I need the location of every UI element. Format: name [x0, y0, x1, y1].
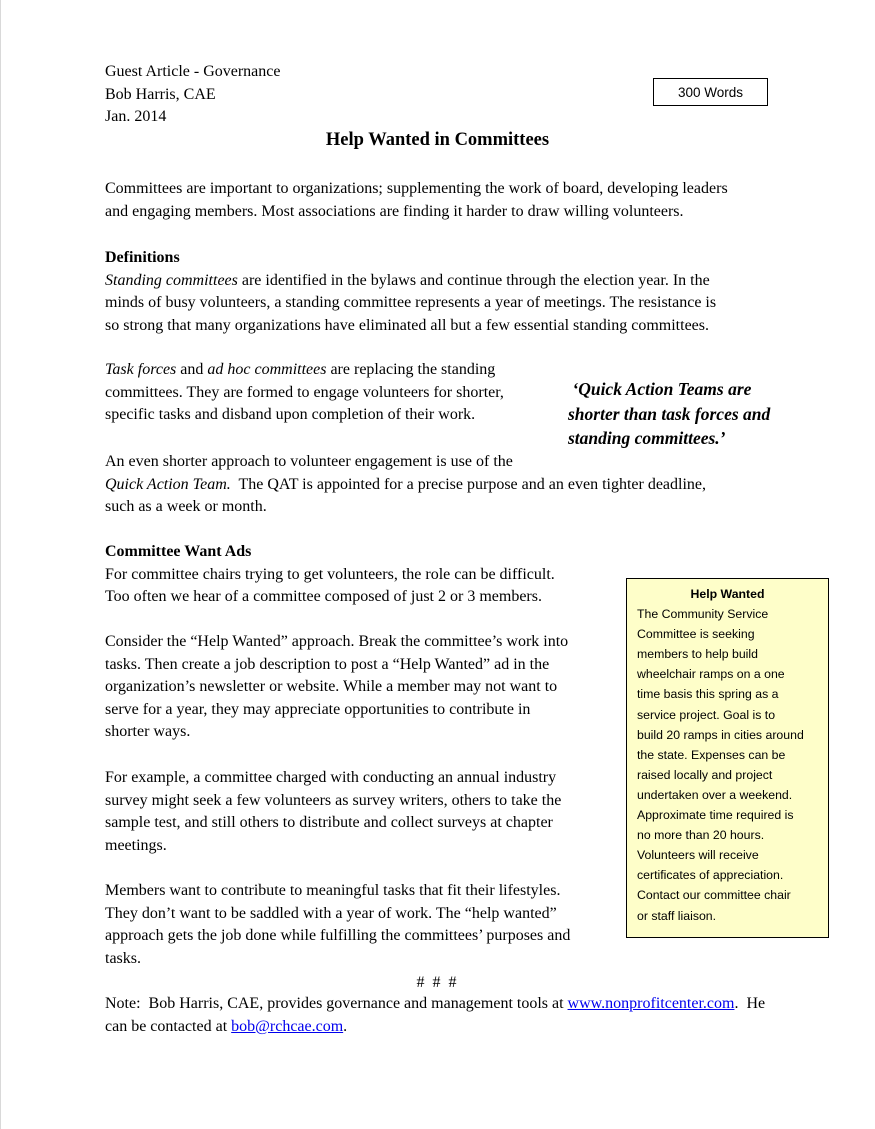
members-line-2: They don’t want to be saddled with a year of work. The “help wanted” — [105, 904, 557, 922]
task-forces-paragraph — [105, 358, 504, 426]
task-and: and — [176, 361, 208, 378]
ad-line: build 20 ramps in cities around — [637, 727, 804, 742]
pull-quote-line-3: standing committees.’ — [568, 428, 726, 448]
author-name: Bob Harris, CAE — [105, 85, 216, 103]
definitions-section — [105, 246, 716, 336]
standing-term: Standing committees — [105, 271, 238, 289]
end-mark: # # # — [416, 974, 459, 991]
example-line-4: meetings. — [105, 836, 167, 854]
note-text-suffix: . He — [734, 995, 766, 1012]
ad-line: no more than 20 hours. — [637, 828, 765, 843]
qat-term: Quick Action Team. — [105, 475, 231, 493]
want-ads-heading: Committee Want Ads — [105, 543, 252, 560]
word-count: 300 Words — [677, 84, 744, 100]
task-line-3: specific tasks and disband upon completion of their work. — [105, 406, 476, 423]
approach-line-3: organization’s newsletter or website. While a member may not want to — [105, 678, 558, 695]
ad-line: time basis this spring as a — [637, 687, 779, 702]
standing-line-1 — [105, 269, 716, 292]
ad-box-title: Help Wanted — [690, 587, 765, 601]
qat-text: The QAT is appointed for a precise purpose and an even tighter deadline, — [230, 475, 707, 493]
task-line-1 — [105, 358, 504, 381]
qat-line-1: An even shorter approach to volunteer engagement is use of the — [105, 453, 513, 470]
ad-line: Volunteers will receive — [637, 848, 759, 863]
note-text: Note: Bob Harris, CAE, provides governance and management tools at — [105, 995, 568, 1012]
adhoc-term: ad hoc committees — [207, 361, 327, 378]
members-line-3: approach gets the job done while fulfilling the committees’ purposes and — [105, 927, 571, 944]
intro-line-2: and engaging members. Most associations are finding it harder to draw willing volunteers. — [105, 202, 684, 220]
ad-line: Committee is seeking — [637, 627, 755, 642]
word-count-box — [653, 78, 768, 106]
standing-text: are identified in the bylaws and continue through the election year. In the — [237, 271, 710, 289]
example-line-3: sample test, and still others to distribute and collect surveys at chapter — [105, 814, 553, 831]
standing-line-3: so strong that many organizations have eliminated all but a few essential standing committees. — [105, 316, 709, 334]
intro-paragraph — [105, 177, 728, 222]
qat-paragraph — [105, 450, 706, 518]
qat-line-2 — [105, 473, 706, 496]
example-line-2: survey might seek a few volunteers as survey writers, others to take the — [105, 791, 562, 809]
pull-quote-line-1: ‘Quick Action Teams are — [568, 379, 752, 399]
note-line-2 — [105, 1015, 765, 1038]
ad-line: the state. Expenses can be — [637, 747, 786, 762]
ad-line: undertaken over a weekend. — [637, 787, 793, 802]
author-note — [105, 992, 765, 1037]
want-ads-p1-line-1: For committee chairs trying to get volunteers, the role can be difficult. — [105, 565, 555, 583]
ad-line: certificates of appreciation. — [637, 868, 784, 883]
ad-line: raised locally and project — [637, 767, 773, 782]
approach-line-4: serve for a year, they may appreciate opportunities to contribute in — [105, 700, 531, 718]
help-wanted-approach-paragraph — [105, 630, 568, 743]
task-line-2: committees. They are formed to engage volunteers for shorter, — [105, 383, 504, 401]
article-date: Jan. 2014 — [105, 108, 167, 125]
note-line-1 — [105, 992, 765, 1015]
ad-line: or staff liaison. — [637, 908, 717, 923]
task-forces-term: Task forces — [105, 361, 177, 378]
email-link[interactable]: bob@rchcae.com — [231, 1017, 344, 1035]
intro-line-1: Committees are important to organizations; supplementing the work of board, developing leaders — [105, 180, 728, 197]
article-header — [105, 60, 280, 128]
want-ads-section — [105, 540, 555, 608]
standing-line-2: minds of busy volunteers, a standing committee represents a year of meetings. The resistance is — [105, 294, 717, 311]
members-line-4: tasks. — [105, 949, 141, 967]
qat-line-3: such as a week or month. — [105, 498, 267, 515]
members-paragraph — [105, 879, 570, 969]
website-link[interactable]: www.nonprofitcenter.com — [567, 995, 735, 1012]
example-paragraph — [105, 766, 561, 856]
article-category: Guest Article - Governance — [105, 63, 281, 80]
page-left-edge — [0, 0, 1, 1129]
approach-line-2: tasks. Then create a job description to post a “Help Wanted” ad in the — [105, 655, 550, 673]
note-contact-text: can be contacted at — [105, 1017, 232, 1035]
ad-line: wheelchair ramps on a one — [637, 667, 785, 682]
article-title: Help Wanted in Committees — [325, 130, 550, 150]
ad-line: The Community Service — [637, 607, 769, 622]
want-ads-p1-line-2: Too often we hear of a committee composed of just 2 or 3 members. — [105, 588, 542, 605]
ad-line: members to help build — [637, 647, 758, 662]
definitions-heading: Definitions — [105, 249, 180, 266]
approach-line-5: shorter ways. — [105, 723, 191, 740]
ad-line: Contact our committee chair — [637, 888, 791, 903]
members-line-1: Members want to contribute to meaningful tasks that fit their lifestyles. — [105, 882, 561, 899]
pull-quote — [568, 377, 770, 451]
ad-line: service project. Goal is to — [637, 707, 776, 722]
pull-quote-line-2: shorter than task forces and — [568, 403, 771, 424]
example-line-1: For example, a committee charged with conducting an annual industry — [105, 769, 557, 786]
note-period: . — [343, 1017, 348, 1035]
ad-line: Approximate time required is — [637, 808, 794, 823]
task-text: are replacing the standing — [326, 361, 496, 378]
approach-line-1: Consider the “Help Wanted” approach. Break the committee’s work into — [105, 633, 569, 650]
help-wanted-ad-box — [626, 578, 829, 938]
